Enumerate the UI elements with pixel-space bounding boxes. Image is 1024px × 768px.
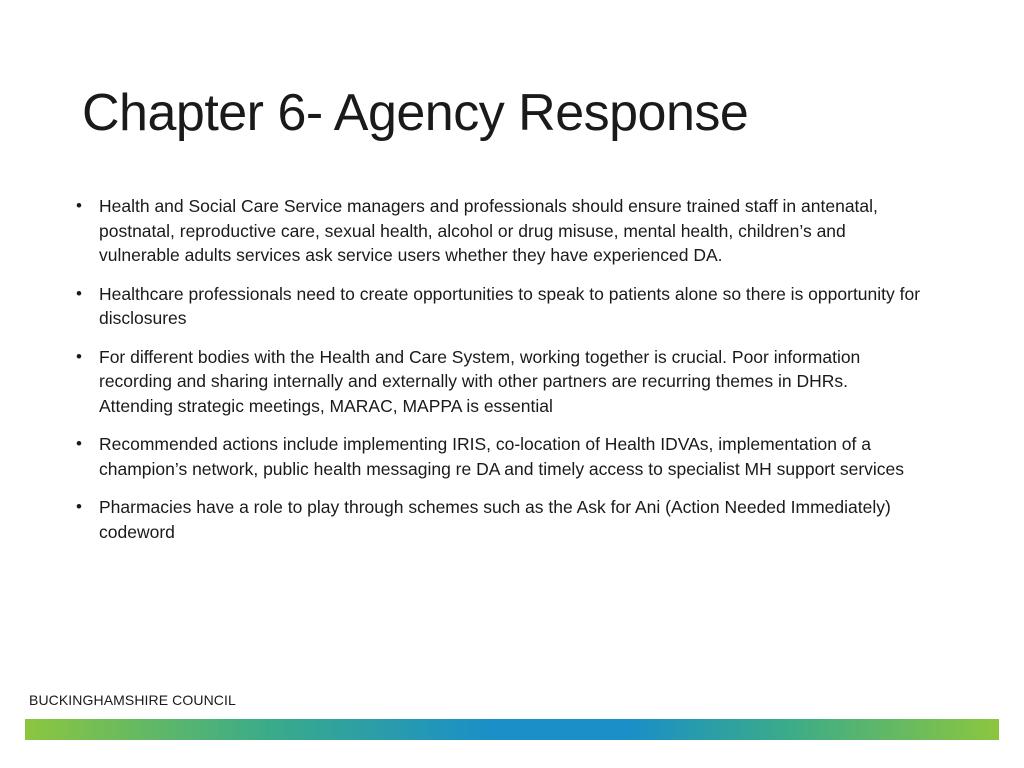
bullet-text: Healthcare professionals need to create opportunities to speak to patients alone so there is opportunity for disclosures bbox=[99, 283, 921, 328]
slide-title: Chapter 6- Agency Response bbox=[82, 84, 749, 142]
bullet-text: Recommended actions include implementing IRIS, co-location of Health IDVAs, implementation of a champion’s network, public health messaging re DA and timely access to specialist MH support services bbox=[99, 434, 905, 479]
bullet-icon: • bbox=[76, 196, 82, 215]
footer-gradient-bar bbox=[25, 719, 999, 740]
bullet-icon: • bbox=[76, 497, 82, 516]
bullet-item bbox=[72, 194, 922, 268]
bullet-icon: • bbox=[76, 283, 82, 303]
bullet-text: Pharmacies have a role to play through schemes such as the Ask for Ani (Action Needed Immediately) codeword bbox=[99, 497, 891, 542]
bullet-icon: • bbox=[76, 346, 82, 366]
footer-organisation-label: BUCKINGHAMSHIRE COUNCIL bbox=[29, 692, 236, 708]
bullet-item bbox=[72, 345, 922, 419]
bullet-item bbox=[72, 495, 922, 544]
bullet-text: For different bodies with the Health and Care System, working together is crucial. Poor information recording and sharing internally and externally with other partners are recurring themes in DHRs. Attending strategic meetings, MARAC, MAPPA is essential bbox=[99, 346, 861, 416]
bullet-item bbox=[72, 432, 922, 481]
bullet-text: Health and Social Care Service managers and professionals should ensure trained staff in antenatal, postnatal, reproductive care, sexual health, alcohol or drug misuse, mental health, children’s and vulnerable adults services ask service users whether they have experienced DA. bbox=[99, 196, 878, 265]
bullet-icon: • bbox=[76, 434, 82, 453]
bullet-list bbox=[72, 194, 922, 558]
bullet-item bbox=[72, 282, 922, 331]
